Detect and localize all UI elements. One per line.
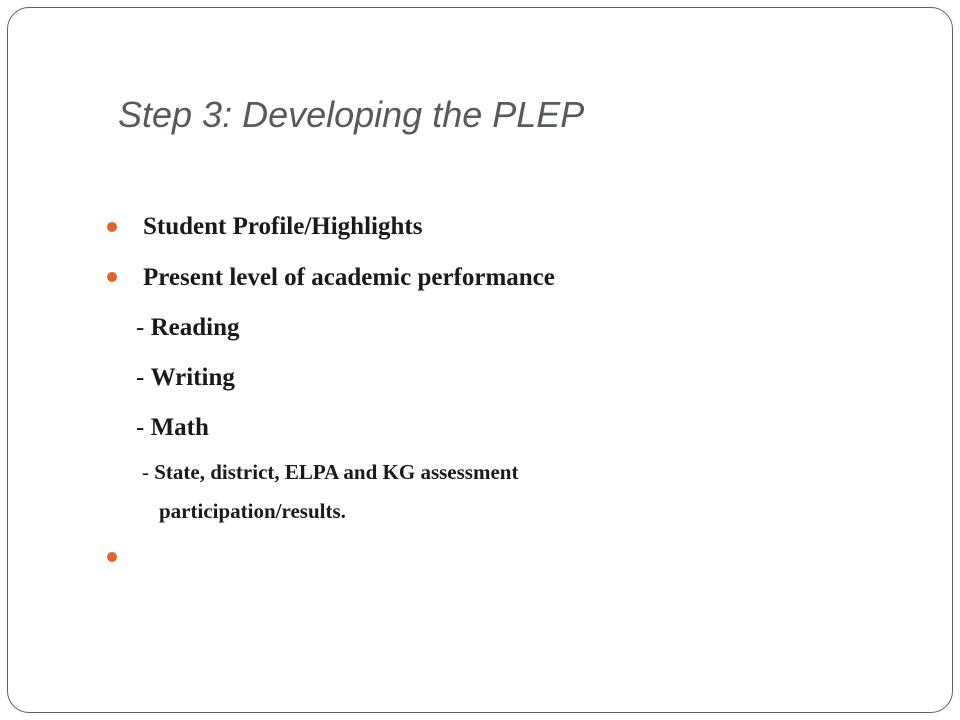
bullet-student-profile: Student Profile/Highlights (143, 213, 423, 240)
sub-item-reading (136, 308, 239, 348)
sub-item-math (136, 408, 209, 448)
sub-item-label: Reading (150, 314, 240, 341)
bullet-present-level: Present level of academic performance (143, 264, 555, 291)
sub-item-assessment (142, 455, 518, 489)
bullet-dot-icon (107, 222, 117, 232)
bullet-dot-icon (107, 272, 117, 282)
slide-title: Step 3: Developing the PLEP (118, 94, 585, 135)
empty-bullet-dot-icon (107, 552, 117, 562)
dash-marker: - (136, 314, 151, 341)
sub-item-assessment-continuation: participation/results. (159, 499, 346, 523)
sub-item-label: Math (150, 414, 209, 441)
dash-marker: - (136, 364, 151, 391)
sub-item-label: State, district, ELPA and KG assessment (154, 460, 519, 484)
sub-item-label: Writing (150, 364, 235, 391)
sub-item-writing (136, 358, 235, 398)
dash-marker: - (136, 414, 151, 441)
dash-marker: - (142, 460, 155, 484)
